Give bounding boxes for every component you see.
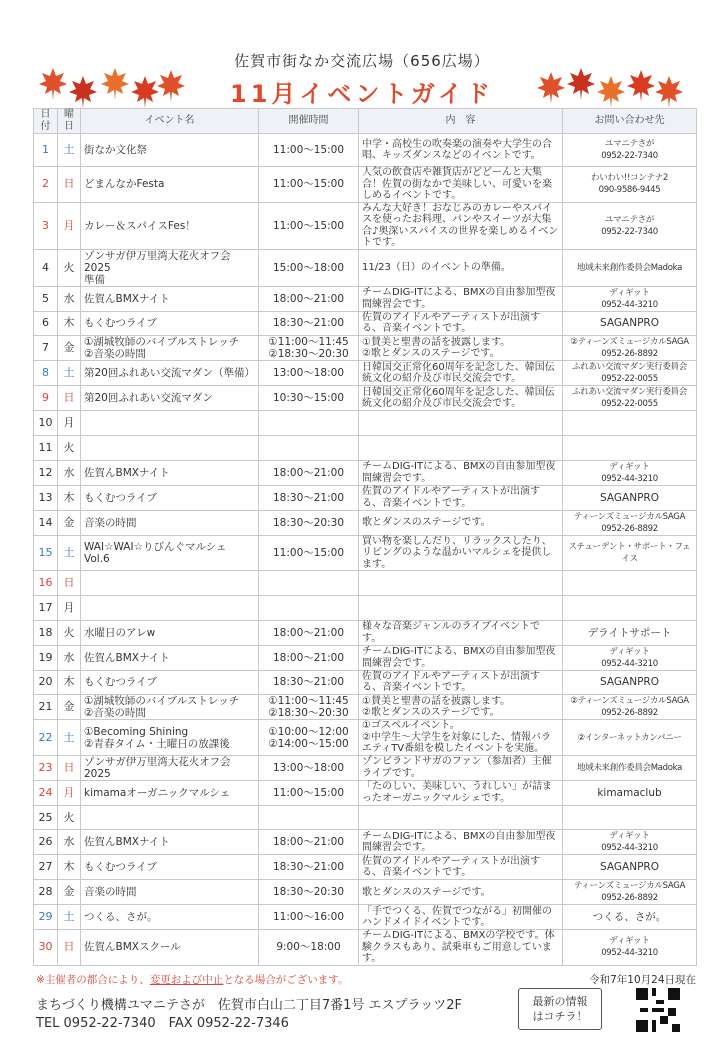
content-cell: 佐賀のアイドルやアーティストが出演する、音楽イベントです。 (359, 485, 563, 510)
event-name-cell: 音楽の時間 (81, 510, 259, 535)
table-row (34, 386, 697, 411)
table-row (34, 336, 697, 361)
content-cell: みんな大好き！おなじみのカレーやスパイスを使ったお料理、パンやスイーツが大集合♪奥深いスパイスの世界を楽しめるイベントです。 (359, 202, 563, 249)
contact-cell: 地域未来創作委員会Madoka (563, 249, 697, 286)
time-cell: 11:00～16:00 (259, 905, 359, 930)
contact-cell (563, 411, 697, 436)
date-cell: 15 (34, 535, 58, 571)
notice-prefix: ※主催者の都合により、 (36, 973, 150, 986)
content-cell: チームDIG-ITによる、BMXの自由参加型夜間練習会です。 (359, 460, 563, 485)
time-cell: 13:00～18:00 (259, 755, 359, 780)
time-cell: 18:30～21:00 (259, 311, 359, 336)
table-row (34, 695, 697, 720)
date-cell: 17 (34, 595, 58, 620)
contact-cell: ②ティーンズミュージカルSAGA 0952-26-8892 (563, 695, 697, 720)
table-row (34, 286, 697, 311)
dow-cell: 火 (58, 249, 81, 286)
event-name-cell: どまんなかFesta (81, 167, 259, 203)
page-title: 11月イベントガイド (230, 80, 494, 108)
time-cell: 15:00～18:00 (259, 249, 359, 286)
date-cell: 21 (34, 695, 58, 720)
date-cell: 2 (34, 167, 58, 203)
event-name-cell: 佐賀んBMXスクール (81, 930, 259, 966)
content-cell (359, 805, 563, 830)
organizer-phone: TEL 0952-22-7340 FAX 0952-22-7346 (36, 1015, 289, 1031)
col-contact: お問い合わせ先 (563, 109, 697, 134)
time-cell (259, 571, 359, 596)
time-cell: ①10:00～12:00 ②14:00～15:00 (259, 720, 359, 756)
maple-leaves-left-icon (38, 66, 188, 110)
event-name-cell: 佐賀んBMXナイト (81, 645, 259, 670)
table-row (34, 905, 697, 930)
date-cell: 9 (34, 386, 58, 411)
event-name-cell: 佐賀んBMXナイト (81, 460, 259, 485)
time-cell: 10:30～15:00 (259, 386, 359, 411)
event-table (33, 108, 697, 966)
contact-cell: ②インターネットカンパニー (563, 720, 697, 756)
time-cell: 18:00～21:00 (259, 645, 359, 670)
content-cell: 佐賀のアイドルやアーティストが出演する、音楽イベントです。 (359, 855, 563, 880)
date-cell: 22 (34, 720, 58, 756)
col-time: 開催時間 (259, 109, 359, 134)
time-cell: 11:00～15:00 (259, 780, 359, 805)
content-cell: 「手でつくる、佐賀でつながる」初開催のハンドメイドイベントです。 (359, 905, 563, 930)
event-name-cell: 水曜日のアレw (81, 620, 259, 645)
dow-cell: 日 (58, 386, 81, 411)
dow-cell: 水 (58, 286, 81, 311)
date-cell: 29 (34, 905, 58, 930)
content-cell: 日韓国交正常化60周年を記念した、韓国伝統文化の紹介及び市民交流会です。 (359, 386, 563, 411)
dow-cell: 土 (58, 720, 81, 756)
content-cell (359, 436, 563, 461)
content-cell: 「たのしい、美味しい、うれしい」が詰まったオーガニックマルシェです。 (359, 780, 563, 805)
event-name-cell (81, 436, 259, 461)
table-row (34, 670, 697, 695)
content-cell: ①賛美と聖書の話を披露します。 ②歌とダンスのステージです。 (359, 695, 563, 720)
time-cell (259, 595, 359, 620)
time-cell: 18:00～21:00 (259, 620, 359, 645)
time-cell: 18:00～21:00 (259, 830, 359, 855)
time-cell: 18:00～21:00 (259, 460, 359, 485)
contact-cell (563, 595, 697, 620)
col-event-name: イベント名 (81, 109, 259, 134)
notice-suffix: となる場合がございます。 (223, 973, 349, 986)
table-row (34, 595, 697, 620)
dow-cell: 金 (58, 880, 81, 905)
table-row (34, 855, 697, 880)
table-row (34, 411, 697, 436)
dow-cell: 月 (58, 780, 81, 805)
event-name-cell: ゾンサガ伊万里湾大花火オフ会2025 準備 (81, 249, 259, 286)
dow-cell: 日 (58, 755, 81, 780)
date-cell: 6 (34, 311, 58, 336)
dow-cell: 月 (58, 202, 81, 249)
event-name-cell: ①Becoming Shining ②青春タイム・土曜日の放課後 (81, 720, 259, 756)
event-name-cell (81, 571, 259, 596)
date-cell: 4 (34, 249, 58, 286)
dow-cell: 火 (58, 436, 81, 461)
event-name-cell: 第20回ふれあい交流マダン（準備） (81, 361, 259, 386)
date-cell: 12 (34, 460, 58, 485)
table-row (34, 571, 697, 596)
date-cell: 3 (34, 202, 58, 249)
dow-cell: 日 (58, 571, 81, 596)
date-cell: 18 (34, 620, 58, 645)
dow-cell: 日 (58, 167, 81, 203)
date-cell: 30 (34, 930, 58, 966)
date-cell: 24 (34, 780, 58, 805)
footer (33, 972, 696, 1038)
event-name-cell: 佐賀んBMXナイト (81, 286, 259, 311)
time-cell (259, 411, 359, 436)
date-cell: 23 (34, 755, 58, 780)
table-row (34, 202, 697, 249)
content-cell: ゾンビランドサガのファン（参加者）主催ライブです。 (359, 755, 563, 780)
contact-cell: ユマニテさが 0952-22-7340 (563, 134, 697, 167)
content-cell: 佐賀のアイドルやアーティストが出演する、音楽イベントです。 (359, 311, 563, 336)
time-cell: 18:30～21:00 (259, 670, 359, 695)
contact-cell: kimamaclub (563, 780, 697, 805)
table-row (34, 805, 697, 830)
contact-cell: ティーンズミュージカルSAGA 0952-26-8892 (563, 880, 697, 905)
dow-cell: 土 (58, 361, 81, 386)
table-row (34, 311, 697, 336)
notice-underlined: 変更および中止 (149, 973, 224, 986)
contact-cell: SAGANPRO (563, 855, 697, 880)
time-cell: 13:00～18:00 (259, 361, 359, 386)
table-row (34, 361, 697, 386)
dow-cell: 木 (58, 485, 81, 510)
event-name-cell: ①湖城牧師のバイブルストレッチ ②音楽の時間 (81, 695, 259, 720)
event-name-cell (81, 805, 259, 830)
organizer-address: まちづくり機構ユマニテさが 佐賀市白山二丁目7番1号 エスプラッツ2F (36, 997, 463, 1013)
event-name-cell: ゾンサガ伊万里湾大花火オフ会2025 (81, 755, 259, 780)
date-cell: 13 (34, 485, 58, 510)
latest-info-box: 最新の情報 はコチラ！ (518, 988, 602, 1030)
contact-cell: ディギット 0952-44-3210 (563, 645, 697, 670)
table-header (34, 109, 697, 134)
event-name-cell: ①湖城牧師のバイブルストレッチ ②音楽の時間 (81, 336, 259, 361)
event-name-cell (81, 595, 259, 620)
event-name-cell: もくむつライブ (81, 670, 259, 695)
table-row (34, 720, 697, 756)
content-cell: チームDIG-ITによる、BMXの自由参加型夜間練習会です。 (359, 830, 563, 855)
content-cell: 人気の飲食店や雑貨店がどどーんと大集合！佐賀の街なかで美味しい、可愛いを楽しめるイベントです。 (359, 167, 563, 203)
time-cell: 18:30～20:30 (259, 880, 359, 905)
content-area (33, 108, 696, 1038)
date-cell: 26 (34, 830, 58, 855)
time-cell: ①11:00～11:45 ②18:30～20:30 (259, 695, 359, 720)
content-cell: 様々な音楽ジャンルのライブイベントです。 (359, 620, 563, 645)
dow-cell: 火 (58, 805, 81, 830)
table-row (34, 830, 697, 855)
dow-cell: 金 (58, 336, 81, 361)
date-cell: 28 (34, 880, 58, 905)
event-name-cell: WAI☆WAI☆りびんぐマルシェ Vol.6 (81, 535, 259, 571)
event-name-cell: kimamaオーガニックマルシェ (81, 780, 259, 805)
contact-cell (563, 571, 697, 596)
content-cell: 日韓国交正常化60周年を記念した、韓国伝統文化の紹介及び市民交流会です。 (359, 361, 563, 386)
contact-cell: ティーンズミュージカルSAGA 0952-26-8892 (563, 510, 697, 535)
date-cell: 5 (34, 286, 58, 311)
content-cell (359, 595, 563, 620)
content-cell: 中学・高校生の吹奏楽の演奏や大学生の合唱、キッズダンスなどのイベントです。 (359, 134, 563, 167)
dow-cell: 木 (58, 670, 81, 695)
contact-cell: つくる、さが。 (563, 905, 697, 930)
dow-cell: 水 (58, 460, 81, 485)
dow-cell: 木 (58, 311, 81, 336)
time-cell: 18:30～21:00 (259, 855, 359, 880)
contact-cell: ふれあい交流マダン実行委員会 0952-22-0055 (563, 386, 697, 411)
date-cell: 19 (34, 645, 58, 670)
contact-cell: SAGANPRO (563, 311, 697, 336)
date-cell: 16 (34, 571, 58, 596)
table-row (34, 880, 697, 905)
time-cell: 18:30～20:30 (259, 510, 359, 535)
date-cell: 11 (34, 436, 58, 461)
content-cell: 買い物を楽しんだり、リラックスしたり、リビングのような温かいマルシェを提供します。 (359, 535, 563, 571)
table-row (34, 930, 697, 966)
table-row (34, 249, 697, 286)
event-name-cell: もくむつライブ (81, 485, 259, 510)
time-cell (259, 436, 359, 461)
contact-cell: ディギット 0952-44-3210 (563, 460, 697, 485)
time-cell (259, 805, 359, 830)
content-cell (359, 411, 563, 436)
date-cell: 10 (34, 411, 58, 436)
time-cell: 9:00～18:00 (259, 930, 359, 966)
content-cell: ①賛美と聖書の話を披露します。 ②歌とダンスのステージです。 (359, 336, 563, 361)
table-row (34, 755, 697, 780)
event-name-cell: 音楽の時間 (81, 880, 259, 905)
contact-cell: SAGANPRO (563, 485, 697, 510)
date-cell: 1 (34, 134, 58, 167)
contact-cell: スチューデント・サポート・フェイス (563, 535, 697, 571)
contact-cell: わいわい!!コンテナ2 090-9586-9445 (563, 167, 697, 203)
as-of-date: 令和7年10月24日現在 (589, 973, 696, 986)
table-row (34, 460, 697, 485)
dow-cell: 月 (58, 411, 81, 436)
date-cell: 20 (34, 670, 58, 695)
content-cell: チームDIG-ITによる、BMXの学校です。体験クラスもあり、試乗車もご用意しています。 (359, 930, 563, 966)
contact-cell: デライトサポート (563, 620, 697, 645)
qr-code-icon[interactable] (636, 988, 680, 1032)
event-name-cell: つくる、さが。 (81, 905, 259, 930)
contact-cell: ディギット 0952-44-3210 (563, 286, 697, 311)
content-cell: 歌とダンスのステージです。 (359, 510, 563, 535)
event-name-cell: もくむつライブ (81, 311, 259, 336)
event-name-cell (81, 411, 259, 436)
time-cell: 11:00～15:00 (259, 134, 359, 167)
event-name-cell: もくむつライブ (81, 855, 259, 880)
date-cell: 25 (34, 805, 58, 830)
maple-leaves-right-icon (536, 66, 686, 110)
dow-cell: 木 (58, 855, 81, 880)
event-name-cell: 第20回ふれあい交流マダン (81, 386, 259, 411)
col-dow: 曜日 (58, 109, 81, 134)
time-cell: ①11:00～11:45 ②18:30～20:30 (259, 336, 359, 361)
date-cell: 27 (34, 855, 58, 880)
content-cell: 歌とダンスのステージです。 (359, 880, 563, 905)
content-cell: チームDIG-ITによる、BMXの自由参加型夜間練習会です。 (359, 286, 563, 311)
event-name-cell: カレー＆スパイスFes！ (81, 202, 259, 249)
time-cell: 11:00～15:00 (259, 202, 359, 249)
table-row (34, 167, 697, 203)
contact-cell: SAGANPRO (563, 670, 697, 695)
dow-cell: 火 (58, 620, 81, 645)
time-cell: 18:00～21:00 (259, 286, 359, 311)
dow-cell: 月 (58, 595, 81, 620)
date-cell: 14 (34, 510, 58, 535)
table-row (34, 436, 697, 461)
change-notice (36, 972, 348, 987)
contact-cell: 地域未来創作委員会Madoka (563, 755, 697, 780)
col-content: 内 容 (359, 109, 563, 134)
venue-subtitle: 佐賀市街なか交流広場（656広場） (234, 52, 490, 70)
content-cell: 佐賀のアイドルやアーティストが出演する、音楽イベントです。 (359, 670, 563, 695)
table-row (34, 780, 697, 805)
table-row (34, 485, 697, 510)
table-row (34, 620, 697, 645)
content-cell: ①ゴスペルイベント。 ②中学生～大学生を対象にした、情報バラエティTV番組を模したイベントを実施。 (359, 720, 563, 756)
contact-cell: ディギット 0952-44-3210 (563, 930, 697, 966)
table-row (34, 645, 697, 670)
table-row (34, 134, 697, 167)
content-cell: チームDIG-ITによる、BMXの自由参加型夜間練習会です。 (359, 645, 563, 670)
dow-cell: 土 (58, 535, 81, 571)
dow-cell: 水 (58, 645, 81, 670)
event-name-cell: 佐賀んBMXナイト (81, 830, 259, 855)
time-cell: 11:00～15:00 (259, 167, 359, 203)
time-cell: 11:00～15:00 (259, 535, 359, 571)
dow-cell: 金 (58, 510, 81, 535)
contact-cell: ふれあい交流マダン実行委員会 0952-22-0055 (563, 361, 697, 386)
contact-cell: ②ティーンズミュージカルSAGA 0952-26-8892 (563, 336, 697, 361)
contact-cell: ディギット 0952-44-3210 (563, 830, 697, 855)
event-name-cell: 街なか文化祭 (81, 134, 259, 167)
table-row (34, 535, 697, 571)
contact-cell (563, 805, 697, 830)
time-cell: 18:30～21:00 (259, 485, 359, 510)
dow-cell: 金 (58, 695, 81, 720)
contact-cell: ユマニテさが 0952-22-7340 (563, 202, 697, 249)
col-date: 日付 (34, 109, 58, 134)
date-cell: 8 (34, 361, 58, 386)
table-row (34, 510, 697, 535)
dow-cell: 土 (58, 905, 81, 930)
content-cell: 11/23（日）のイベントの準備。 (359, 249, 563, 286)
dow-cell: 土 (58, 134, 81, 167)
contact-cell (563, 436, 697, 461)
dow-cell: 日 (58, 930, 81, 966)
date-cell: 7 (34, 336, 58, 361)
dow-cell: 水 (58, 830, 81, 855)
content-cell (359, 571, 563, 596)
